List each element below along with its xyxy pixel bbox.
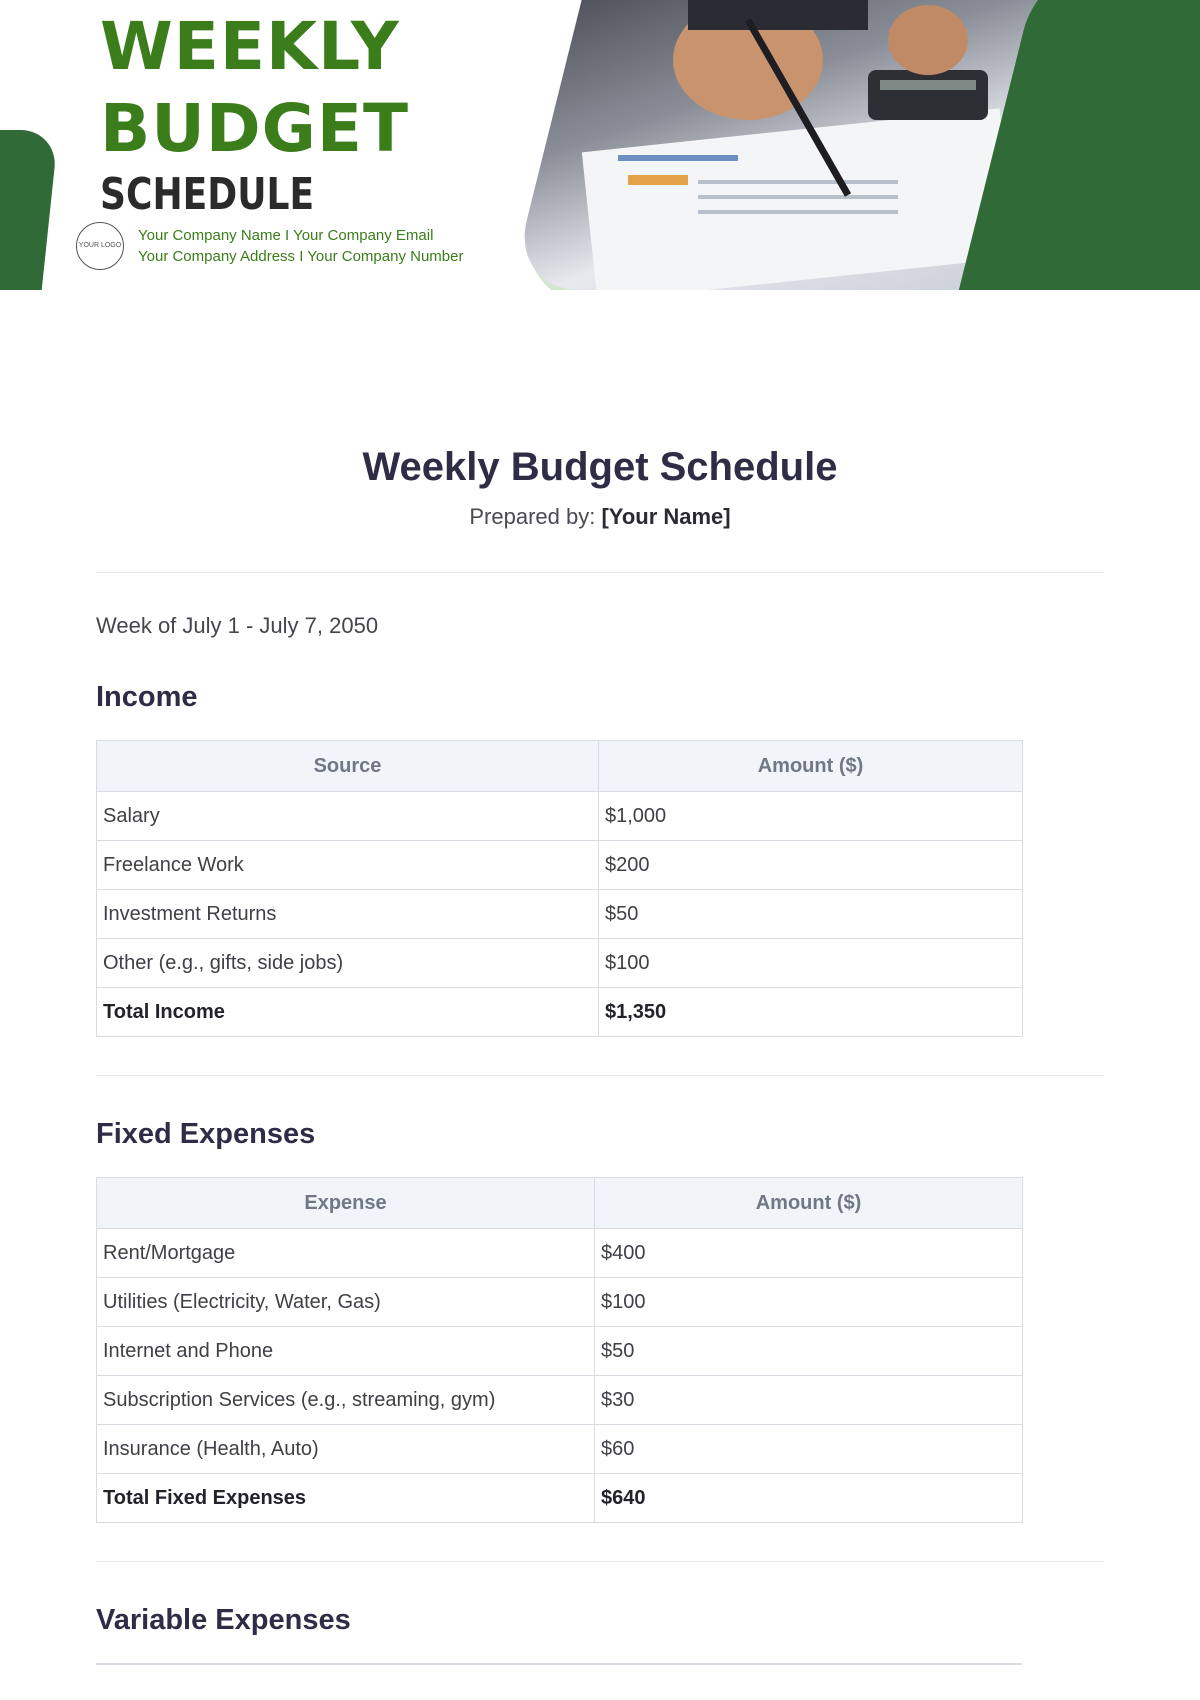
- expense-name: Utilities (Electricity, Water, Gas): [97, 1278, 595, 1327]
- company-line-2: Your Company Address I Your Company Number: [138, 248, 464, 265]
- expense-name: Subscription Services (e.g., streaming, gym): [97, 1376, 595, 1425]
- income-total-label: Total Income: [97, 988, 599, 1037]
- table-row: [97, 890, 1023, 939]
- fixed-expenses-table: [96, 1177, 1023, 1523]
- prepared-by-name: [Your Name]: [601, 504, 731, 529]
- divider: [96, 1075, 1104, 1076]
- fixed-total-amount: $640: [595, 1474, 1023, 1523]
- column-header: Amount ($): [599, 741, 1023, 792]
- expense-amount: $30: [595, 1376, 1023, 1425]
- document-title: Weekly Budget Schedule: [362, 445, 838, 489]
- income-amount: $100: [599, 939, 1023, 988]
- expense-amount: $60: [595, 1425, 1023, 1474]
- expense-amount: $100: [595, 1278, 1023, 1327]
- income-amount: $50: [599, 890, 1023, 939]
- table-row: [97, 1376, 1023, 1425]
- income-total-row: [97, 988, 1023, 1037]
- company-info: [76, 222, 463, 270]
- column-header: Expense: [97, 1178, 595, 1229]
- expense-name: Internet and Phone: [97, 1327, 595, 1376]
- variable-expenses-heading: Variable Expenses: [96, 1604, 351, 1636]
- fixed-total-row: [97, 1474, 1023, 1523]
- divider: [96, 1561, 1104, 1562]
- company-line-1: Your Company Name I Your Company Email: [138, 227, 434, 244]
- fixed-expenses-heading: Fixed Expenses: [96, 1118, 316, 1150]
- table-row: [97, 1327, 1023, 1376]
- table-row: [97, 792, 1023, 841]
- income-source: Freelance Work: [97, 841, 599, 890]
- income-total-amount: $1,350: [599, 988, 1023, 1037]
- expense-name: Rent/Mortgage: [97, 1229, 595, 1278]
- income-table: [96, 740, 1023, 1037]
- income-source: Other (e.g., gifts, side jobs): [97, 939, 599, 988]
- column-header: Source: [97, 741, 599, 792]
- prepared-by-label: Prepared by:: [469, 504, 602, 529]
- table-header-row: [97, 741, 1023, 792]
- header-title-schedule: SCHEDULE: [100, 169, 315, 220]
- variable-expenses-table-top-edge: [96, 1663, 1022, 1665]
- table-row: [97, 1425, 1023, 1474]
- income-source: Salary: [97, 792, 599, 841]
- table-row: [97, 841, 1023, 890]
- income-amount: $200: [599, 841, 1023, 890]
- income-amount: $1,000: [599, 792, 1023, 841]
- divider: [96, 572, 1104, 573]
- expense-name: Insurance (Health, Auto): [97, 1425, 595, 1474]
- table-row: [97, 1229, 1023, 1278]
- fixed-total-label: Total Fixed Expenses: [97, 1474, 595, 1523]
- week-range: Week of July 1 - July 7, 2050: [96, 613, 379, 638]
- company-logo: YOUR LOGO: [76, 222, 124, 270]
- header-title-budget: BUDGET: [100, 90, 409, 167]
- document-body: [96, 290, 1104, 1665]
- header-title-block: [100, 6, 409, 220]
- header-banner: [0, 0, 1200, 290]
- income-heading: Income: [96, 681, 198, 713]
- expense-amount: $400: [595, 1229, 1023, 1278]
- prepared-by: [96, 504, 1104, 530]
- income-source: Investment Returns: [97, 890, 599, 939]
- table-row: [97, 1278, 1023, 1327]
- expense-amount: $50: [595, 1327, 1023, 1376]
- column-header: Amount ($): [595, 1178, 1023, 1229]
- decorative-green-shape-left: [0, 130, 59, 290]
- table-row: [97, 939, 1023, 988]
- table-header-row: [97, 1178, 1023, 1229]
- header-title-weekly: WEEKLY: [100, 8, 400, 85]
